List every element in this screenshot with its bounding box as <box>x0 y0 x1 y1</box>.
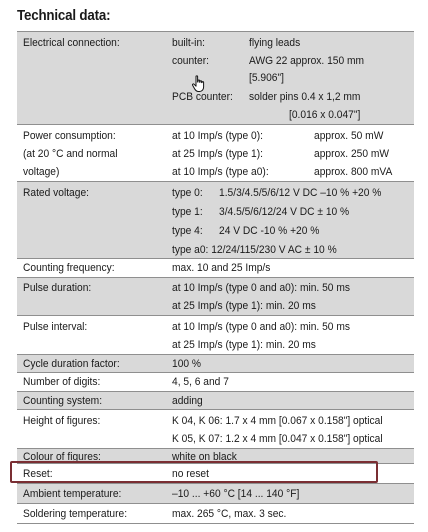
row-label: Height of figures: <box>23 415 101 427</box>
row-value: type 1: <box>172 206 203 218</box>
table-row-ambient-temperature <box>17 483 414 503</box>
table-row-cycle-duration-factor <box>17 354 414 372</box>
row-label: Power consumption: <box>23 130 116 142</box>
row-value: approx. 250 mW <box>314 148 390 160</box>
row-value: 100 % <box>172 358 202 370</box>
row-value: –10 ... +60 °C [14 ... 140 °F] <box>172 488 300 500</box>
row-value: adding <box>172 395 203 407</box>
row-value: at 10 Imp/s (type a0): <box>172 166 269 178</box>
row-value: 1.5/3/4.5/5/6/12 V DC –10 % +20 % <box>219 187 382 199</box>
row-value: K 04, K 06: 1.7 x 4 mm [0.067 x 0.158"] optical <box>172 415 383 427</box>
row-value: type 4: <box>172 225 203 237</box>
row-value: AWG 22 approx. 150 mm <box>249 55 365 67</box>
row-value: no reset <box>172 468 209 480</box>
row-value: 4, 5, 6 and 7 <box>172 376 229 388</box>
row-label: Soldering temperature: <box>23 508 128 520</box>
row-value: max. 10 and 25 Imp/s <box>172 262 271 274</box>
table-row-soldering-temperature <box>17 503 414 524</box>
row-value: at 10 Imp/s (type 0 and a0): min. 50 ms <box>172 321 350 333</box>
row-value: [0.016 x 0.047"] <box>289 109 361 121</box>
row-label: Cycle duration factor: <box>23 358 120 370</box>
row-value: type a0: 12/24/115/230 V AC ± 10 % <box>172 244 337 256</box>
row-label: (at 20 °C and normal <box>23 148 118 160</box>
row-value: at 25 Imp/s (type 1): min. 20 ms <box>172 339 316 351</box>
table-row-electrical-connection <box>17 31 414 124</box>
row-value: 24 V DC -10 % +20 % <box>219 225 320 237</box>
row-value: flying leads <box>249 37 301 49</box>
row-label: Pulse interval: <box>23 321 88 333</box>
table-row-power-consumption <box>17 124 414 181</box>
row-value: solder pins 0.4 x 1,2 mm <box>249 91 361 103</box>
row-label: Counting system: <box>23 395 103 407</box>
hand-pointer-icon <box>191 75 207 93</box>
row-value: type 0: <box>172 187 203 199</box>
table-row-counting-frequency <box>17 258 414 277</box>
row-value: max. 265 °C, max. 3 sec. <box>172 508 287 520</box>
row-label: Number of digits: <box>23 376 101 388</box>
row-value: 3/4.5/5/6/12/24 V DC ± 10 % <box>219 206 350 218</box>
table-row-number-of-digits <box>17 372 414 391</box>
row-value: counter: <box>172 55 209 67</box>
row-label: Colour of figures: <box>23 451 101 463</box>
row-label: Pulse duration: <box>23 282 92 294</box>
row-value: [5.906"] <box>249 72 284 84</box>
row-value: at 10 Imp/s (type 0): <box>172 130 263 142</box>
reset-row-highlight <box>10 461 378 483</box>
row-label: Counting frequency: <box>23 262 115 274</box>
table-row-height-of-figures <box>17 409 414 448</box>
table-row-pulse-duration <box>17 277 414 315</box>
section-title: Technical data: <box>17 8 111 24</box>
row-value: K 05, K 07: 1.2 x 4 mm [0.047 x 0.158"] optical <box>172 433 383 445</box>
row-value: PCB counter: <box>172 91 233 103</box>
row-value: white on black <box>172 451 237 463</box>
row-value: approx. 800 mVA <box>314 166 393 178</box>
row-value: built-in: <box>172 37 205 49</box>
row-value: approx. 50 mW <box>314 130 384 142</box>
row-label: voltage) <box>23 166 60 178</box>
row-label: Reset: <box>23 468 53 480</box>
table-row-rated-voltage <box>17 181 414 258</box>
row-value: at 25 Imp/s (type 1): min. 20 ms <box>172 300 316 312</box>
row-value: at 10 Imp/s (type 0 and a0): min. 50 ms <box>172 282 350 294</box>
row-value: at 25 Imp/s (type 1): <box>172 148 263 160</box>
row-label: Ambient temperature: <box>23 488 122 500</box>
row-label: Electrical connection: <box>23 37 120 49</box>
table-row-pulse-interval <box>17 315 414 354</box>
table-row-counting-system <box>17 391 414 409</box>
row-label: Rated voltage: <box>23 187 89 199</box>
